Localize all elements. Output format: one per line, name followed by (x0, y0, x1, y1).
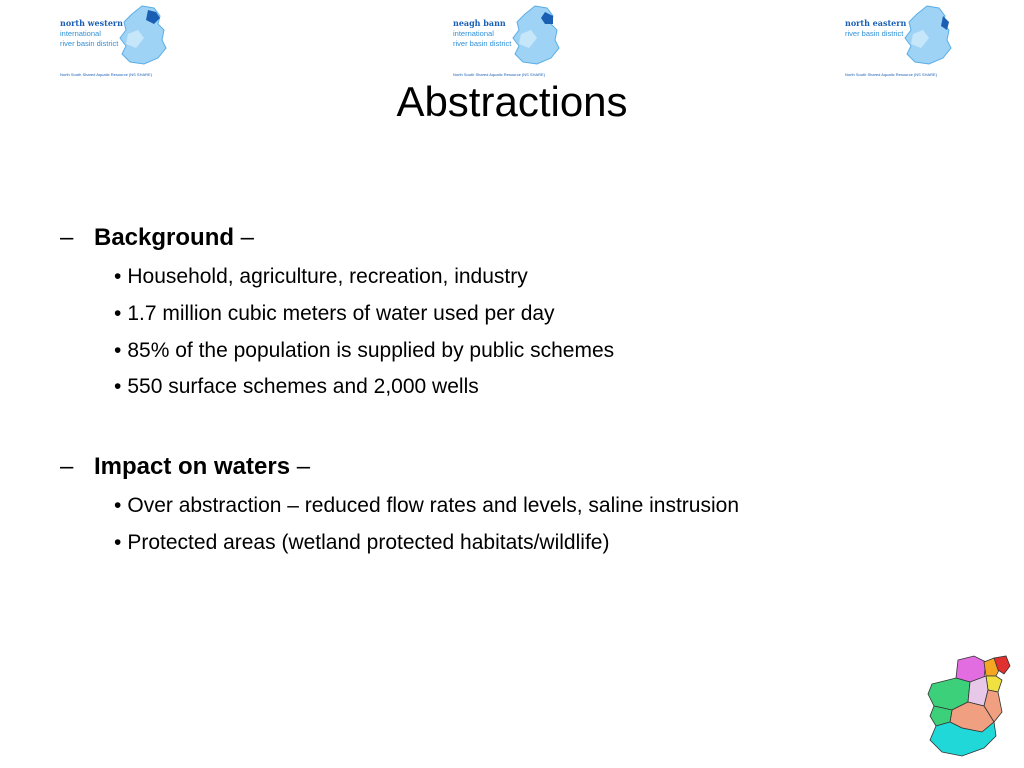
section-heading-suffix: – (234, 224, 255, 251)
logo-name-line3: river basin district (60, 39, 119, 48)
logo-footer: North South Shared Aquatic Resource (NS SHARE) (60, 72, 153, 77)
logo-footer: North South Shared Aquatic Resource (NS SHARE) (453, 72, 546, 77)
river-basin-districts-map (922, 652, 1018, 764)
neagh-bann-rbd-logo (451, 4, 571, 80)
ireland-map-icon (899, 4, 959, 68)
bullet-glyph: • (114, 494, 122, 517)
list-item-text: Protected areas (wetland protected habitats/wildlife) (127, 531, 610, 554)
logo-name-line2: international (453, 29, 494, 38)
list-item-text: 1.7 million cubic meters of water used per day (127, 302, 555, 325)
section-dash: – (60, 453, 74, 480)
logo-name-line1: north western (60, 18, 123, 28)
logo-name-line3: river basin district (453, 39, 512, 48)
slide-title: Abstractions (396, 78, 628, 125)
bullet-glyph: • (114, 265, 122, 288)
north-western-rbd-logo (58, 4, 178, 80)
list-item (114, 375, 479, 399)
list-item-text: Over abstraction – reduced flow rates and levels, saline instrusion (127, 494, 740, 517)
section-heading (94, 453, 310, 481)
list-item-text: 85% of the population is supplied by public schemes (127, 339, 615, 362)
list-item (114, 494, 739, 518)
list-item-text: Household, agriculture, recreation, industry (127, 265, 528, 288)
bullet-glyph: • (114, 302, 122, 325)
section-heading-text: Background (94, 224, 235, 251)
list-item (114, 302, 555, 326)
logo-name-line2: river basin district (845, 29, 904, 38)
bullet-glyph: • (114, 531, 122, 554)
section-dash: – (60, 224, 74, 251)
logo-footer: North South Shared Aquatic Resource (NS SHARE) (845, 72, 938, 77)
list-item (114, 265, 528, 289)
list-item (114, 339, 614, 363)
ireland-map-icon (507, 4, 567, 68)
bullet-glyph: • (114, 339, 122, 362)
logo-name-line1: north eastern (845, 18, 907, 28)
section-heading (94, 224, 254, 252)
list-item (114, 531, 609, 555)
logo-name-line2: international (60, 29, 101, 38)
section-heading-suffix: – (290, 453, 311, 480)
north-eastern-rbd-logo (843, 4, 963, 80)
logo-name-line1: neagh bann (453, 18, 506, 28)
ireland-map-icon (114, 4, 174, 68)
section-heading-text: Impact on waters (94, 453, 291, 480)
list-item-text: 550 surface schemes and 2,000 wells (127, 375, 479, 398)
bullet-glyph: • (114, 375, 122, 398)
